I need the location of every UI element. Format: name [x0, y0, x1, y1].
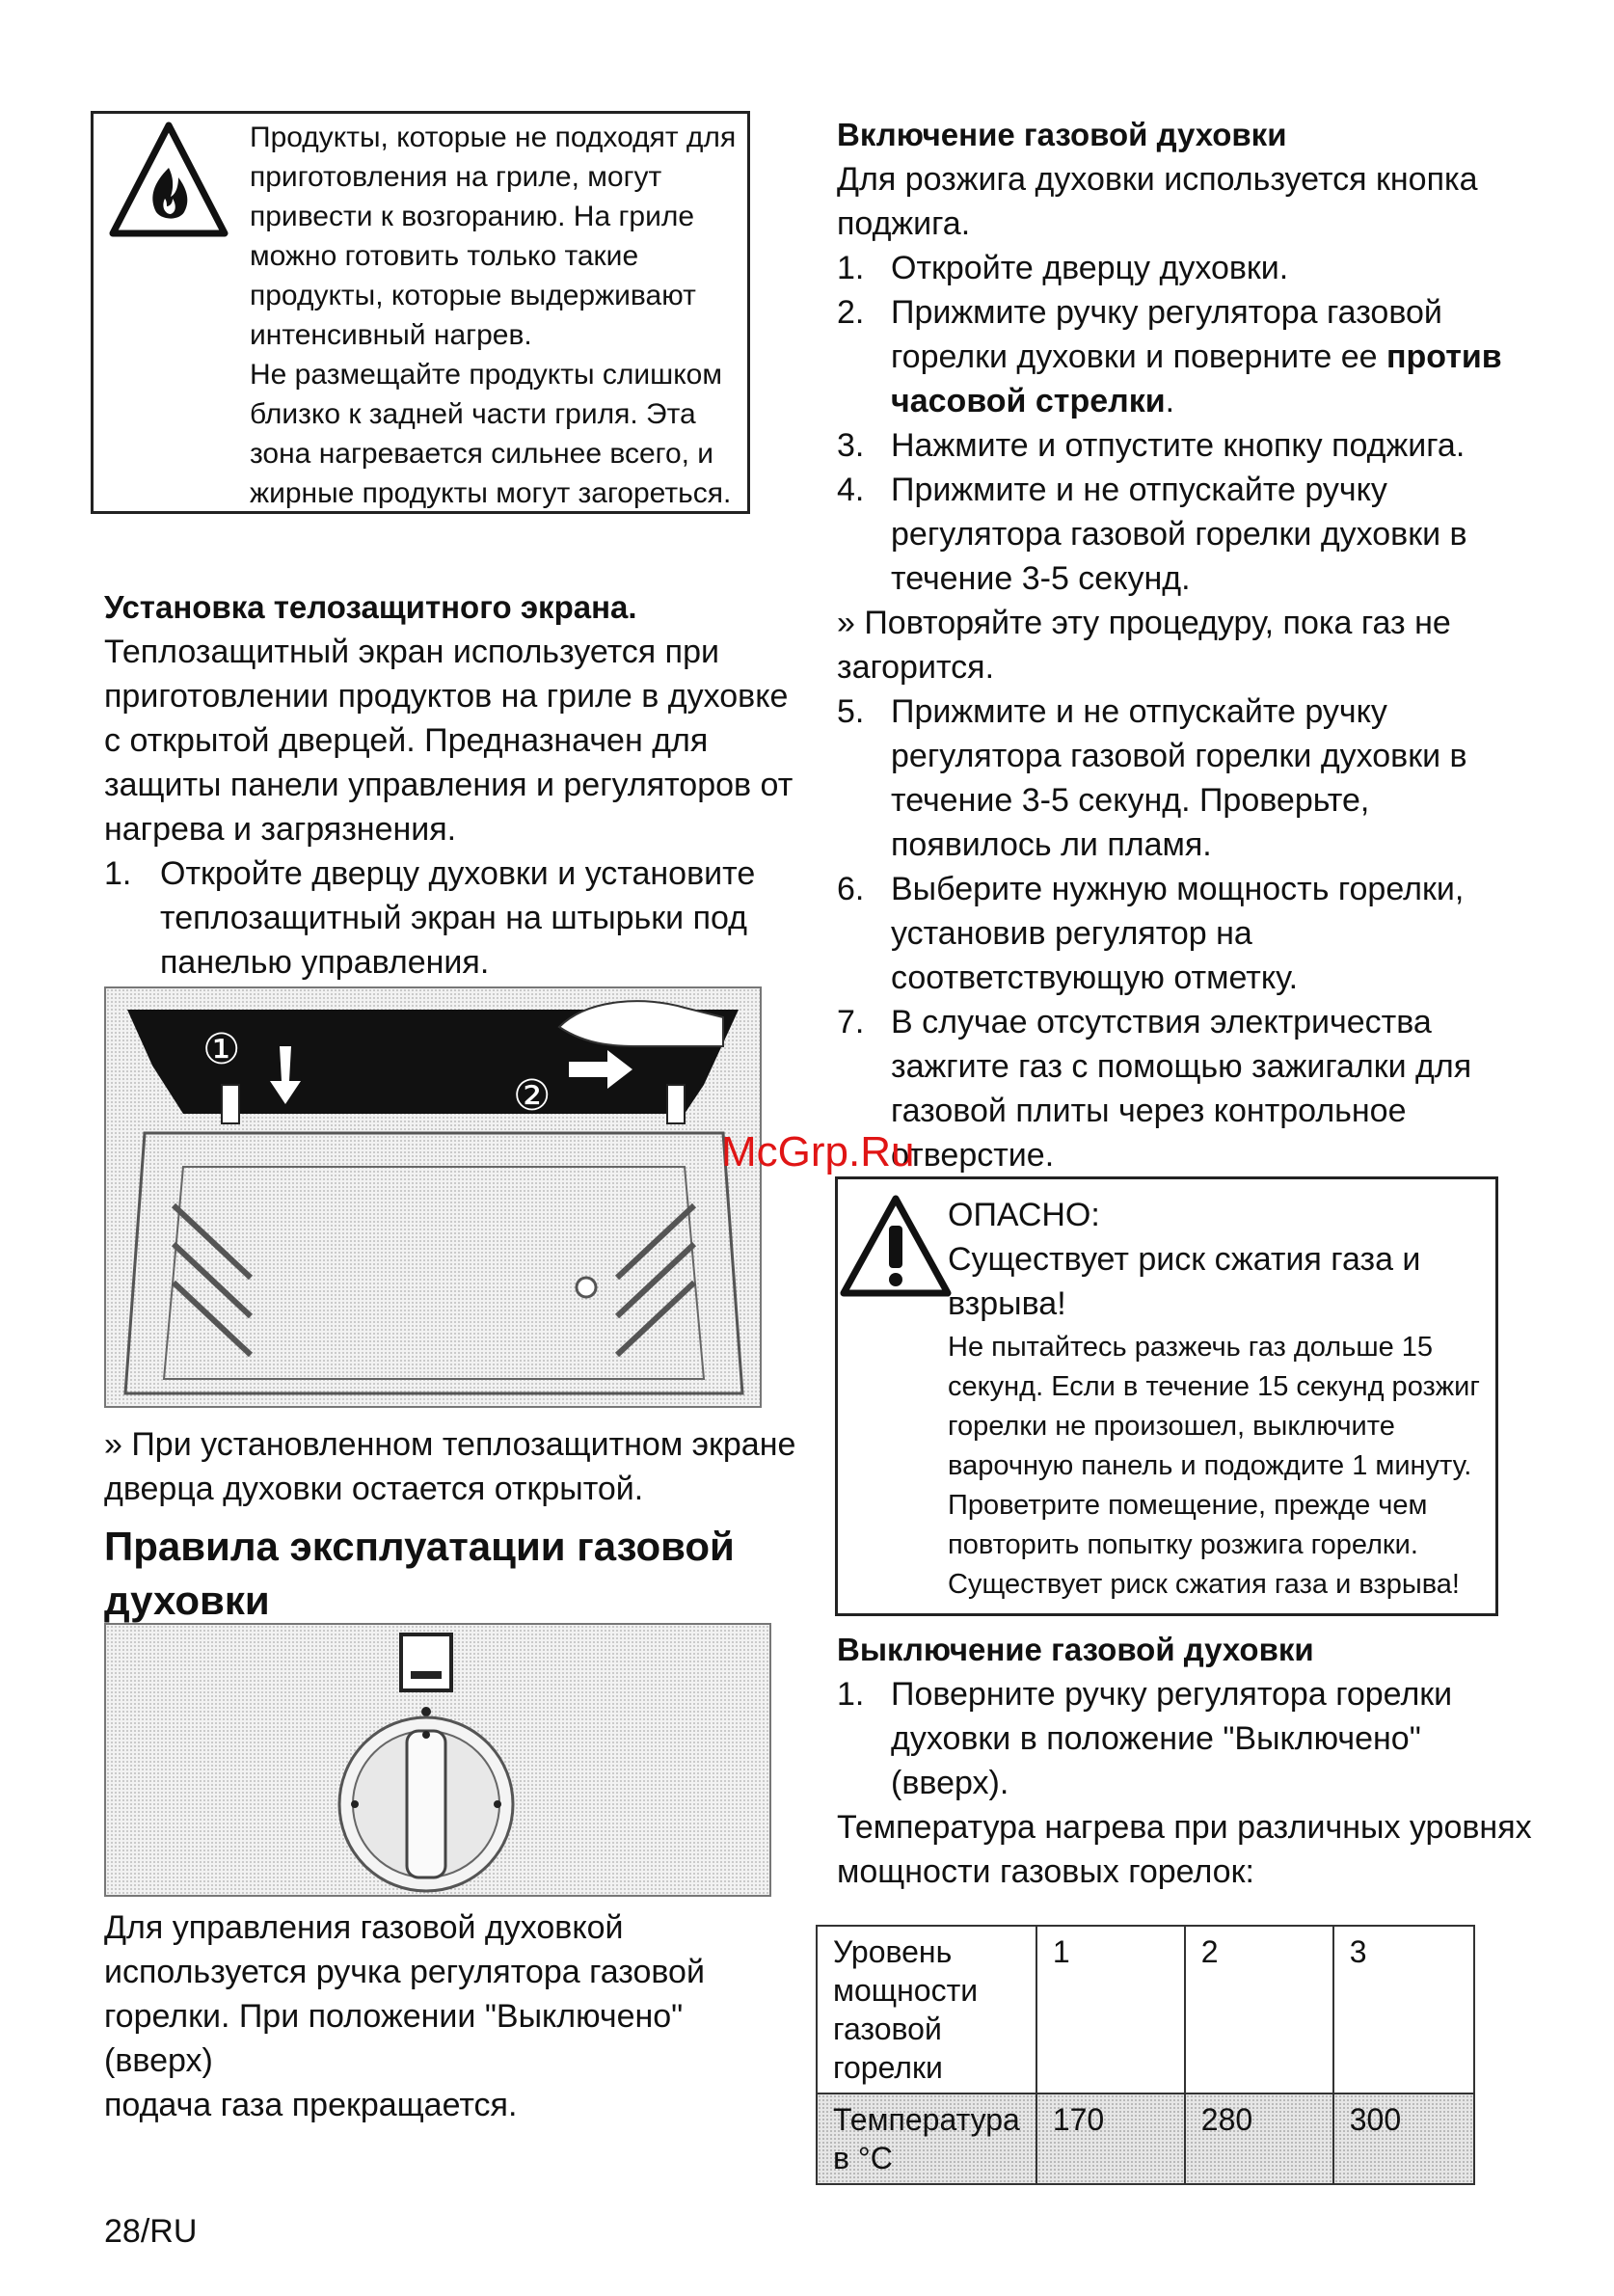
table-cell: 170 — [1036, 2093, 1185, 2184]
text-line: мощности газовых горелок: — [837, 1853, 1254, 1890]
text-line: установив регулятор на — [891, 915, 1252, 952]
text-line: Температура нагрева при различных уровнях — [837, 1809, 1532, 1846]
watermark: McGrp.Ru — [721, 1128, 915, 1175]
text-line: Не размещайте продукты слишком — [250, 359, 722, 391]
text-line — [891, 379, 1570, 423]
ignite-step-7 — [837, 1000, 1570, 1177]
table-cell: 2 — [1185, 1926, 1333, 2093]
text-line: Проветрите помещение, прежде чем — [948, 1490, 1428, 1521]
text-line: защиты панели управления и регуляторов от — [104, 767, 794, 803]
ignite-heading: Включение газовой духовки — [837, 117, 1287, 152]
text-line: отверстие. — [891, 1137, 1055, 1174]
bold-fragment: часовой стрелки — [891, 383, 1166, 419]
text-line: горелки. При положении "Выключено" (вверх) — [104, 1998, 684, 2079]
fire-warning-box — [91, 111, 750, 514]
text-line: взрыва! — [948, 1285, 1066, 1322]
text-line: приготовления на гриле, могут — [250, 161, 662, 193]
step-number: 5. — [837, 693, 865, 730]
text-line: регулятора газовой горелки духовки в — [891, 516, 1467, 553]
step-number: 7. — [837, 1004, 865, 1040]
rules-description — [104, 1905, 798, 2127]
text-line: секунд. Если в течение 15 секунд розжиг — [948, 1371, 1480, 1402]
text-line: Существует риск сжатия газа и взрыва! — [948, 1569, 1460, 1600]
text-line: Для управления газовой духовкой — [104, 1909, 624, 1946]
text-line: зажгите газ с помощью зажигалки для — [891, 1048, 1472, 1085]
heat-shield-figure — [104, 986, 762, 1408]
text-line: повторить попытку розжига горелки. — [948, 1529, 1418, 1560]
text-line: течение 3-5 секунд. — [891, 560, 1191, 597]
text-line: привести к возгоранию. На гриле — [250, 201, 695, 232]
fire-warning-text — [250, 118, 741, 513]
text-line: близко к задней части гриля. Эта — [250, 398, 696, 430]
text-line: Температура — [833, 2102, 1020, 2137]
text-line: (вверх). — [891, 1765, 1009, 1801]
text-line: зона нагревается сильнее всего, и — [250, 438, 714, 470]
step-number: 1. — [104, 855, 132, 892]
shutdown-heading: Выключение газовой духовки — [837, 1632, 1314, 1667]
text-line: варочную панель и подождите 1 минуту. — [948, 1450, 1472, 1481]
text-line: газовой плиты через контрольное — [891, 1093, 1407, 1129]
text-line: появилось ли пламя. — [891, 826, 1212, 863]
step-number: 3. — [837, 427, 865, 464]
step-number: 2. — [837, 294, 865, 331]
text-line: приготовлении продуктов на гриле в духовке — [104, 678, 789, 715]
text-line: В случае отсутствия электричества — [891, 1004, 1432, 1040]
text-line: Для розжига духовки используется кнопка — [837, 161, 1478, 198]
text-line: газовой — [833, 2012, 942, 2046]
text-line: нагрева и загрязнения. — [104, 811, 457, 848]
text-line: используется ручка регулятора газовой — [104, 1954, 705, 1990]
ignite-step-1 — [837, 246, 1570, 290]
table-cell: 1 — [1036, 1926, 1185, 2093]
oven-knob-figure — [104, 1623, 771, 1897]
text-line: загорится. — [837, 649, 995, 686]
text-line: Поверните ручку регулятора горелки — [891, 1676, 1453, 1713]
temperature-intro — [837, 1805, 1589, 1894]
heat-shield-heading: Установка телозащитного экрана. — [104, 589, 637, 625]
ignite-step-2 — [837, 290, 1570, 423]
text-line: Прижмите ручку регулятора газовой — [891, 294, 1442, 331]
ignite-step-6 — [837, 867, 1570, 1000]
text-line: панелью управления. — [160, 944, 490, 981]
rules-heading — [104, 1520, 798, 1628]
text-line: Откройте дверцу духовки и установите — [160, 855, 756, 892]
heading-line: духовки — [104, 1578, 270, 1623]
text-line: Теплозащитный экран используется при — [104, 634, 719, 670]
temperature-table — [816, 1925, 1475, 2185]
figure-marker-1: ① — [202, 1026, 241, 1073]
text-line: соответствующую отметку. — [891, 959, 1299, 996]
text-line: жирные продукты могут загореться. — [250, 477, 732, 509]
text-line: мощности — [833, 1973, 979, 2008]
text-line: » Повторяйте эту процедуру, пока газ не — [837, 605, 1451, 641]
text-line: духовки в положение "Выключено" — [891, 1720, 1421, 1757]
warning-triangle-icon — [838, 1193, 954, 1301]
ignite-step-5 — [837, 689, 1570, 867]
heading-line: Правила эксплуатации газовой — [104, 1524, 735, 1569]
text-line: горелки не произошел, выключите — [948, 1411, 1395, 1442]
shutdown-step-1 — [837, 1672, 1570, 1805]
text-fragment: . — [1165, 383, 1175, 419]
text-fragment: горелки духовки и поверните ее — [891, 338, 1386, 375]
fire-warning-icon — [107, 120, 230, 243]
figure-marker-2: ② — [513, 1072, 551, 1120]
text-line: Выберите нужную мощность горелки, — [891, 871, 1465, 907]
danger-body — [948, 1328, 1497, 1605]
text-line: Существует риск сжатия газа и — [948, 1241, 1421, 1278]
ignite-step-3 — [837, 423, 1570, 468]
step-number: 1. — [837, 1676, 865, 1713]
text-line: поджига. — [837, 205, 971, 242]
ignite-steps — [837, 246, 1570, 1177]
table-row — [817, 2093, 1474, 2184]
row-label-cell — [817, 1926, 1036, 2093]
table-row — [817, 1926, 1474, 2093]
text-line: Не пытайтесь разжечь газ дольше 15 — [948, 1332, 1434, 1363]
text-line: Откройте дверцу духовки. — [891, 250, 1289, 286]
step-number: 6. — [837, 871, 865, 907]
text-line: течение 3-5 секунд. Проверьте, — [891, 782, 1370, 819]
text-line: подача газа прекращается. — [104, 2087, 518, 2123]
heat-shield-step-1 — [104, 851, 798, 985]
text-line: дверца духовки остается открытой. — [104, 1471, 644, 1507]
danger-title: ОПАСНО: — [948, 1197, 1100, 1233]
ignite-step-4 — [837, 468, 1570, 601]
step-number: 1. — [837, 250, 865, 286]
danger-box — [835, 1176, 1498, 1616]
step-number: 4. — [837, 472, 865, 508]
repeat-note — [837, 601, 1570, 689]
heat-shield-intro — [104, 630, 798, 851]
heat-shield-note — [104, 1422, 798, 1511]
text-line: Прижмите и не отпускайте ручку — [891, 693, 1387, 730]
text-line — [891, 335, 1570, 379]
text-line: интенсивный нагрев. — [250, 319, 532, 351]
ignite-intro — [837, 157, 1550, 246]
text-line: продукты, которые выдерживают — [250, 280, 696, 311]
text-line: Прижмите и не отпускайте ручку — [891, 472, 1387, 508]
text-line: горелки — [833, 2050, 943, 2085]
text-line: можно готовить только такие — [250, 240, 639, 272]
text-line: регулятора газовой горелки духовки в — [891, 738, 1467, 774]
table-cell: 300 — [1333, 2093, 1474, 2184]
text-line: теплозащитный экран на штырьки под — [160, 900, 747, 936]
bold-fragment: против — [1385, 338, 1502, 375]
text-line: Нажмите и отпустите кнопку поджига. — [891, 427, 1466, 464]
text-line: в °C — [833, 2141, 893, 2175]
table-cell: 3 — [1333, 1926, 1474, 2093]
text-line: » При установленном теплозащитном экране — [104, 1426, 796, 1463]
danger-subtitle — [948, 1237, 1488, 1326]
row-label-cell — [817, 2093, 1036, 2184]
text-line: Продукты, которые не подходят для — [250, 122, 737, 153]
text-line: Уровень — [833, 1934, 953, 1969]
table-cell: 280 — [1185, 2093, 1333, 2184]
text-line: с открытой дверцей. Предназначен для — [104, 722, 709, 759]
page-number: 28/RU — [104, 2213, 198, 2250]
